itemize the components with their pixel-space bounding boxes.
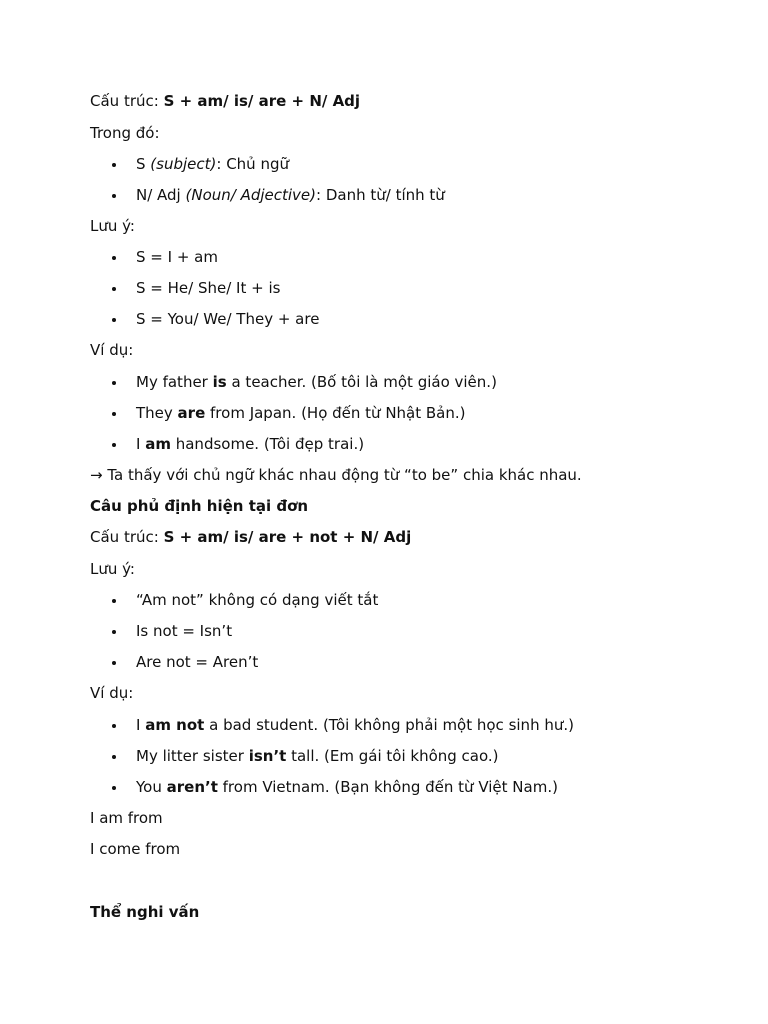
example-text bbox=[136, 403, 466, 423]
example-post: a teacher. (Bố tôi là một giáo viên.) bbox=[226, 373, 497, 391]
section-heading bbox=[90, 902, 199, 922]
example-post: handsome. (Tôi đẹp trai.) bbox=[170, 435, 365, 453]
example-post: from Vietnam. (Bạn không đến từ Việt Nam.) bbox=[217, 778, 558, 796]
bullet-icon bbox=[112, 755, 116, 759]
example-text bbox=[136, 777, 558, 797]
example-label: Ví dụ: bbox=[90, 684, 134, 702]
where-label: Trong đó: bbox=[90, 124, 160, 142]
bullet-icon bbox=[112, 412, 116, 416]
note-label: Lưu ý: bbox=[90, 560, 135, 578]
example-verb: am bbox=[145, 435, 171, 453]
structure-formula: S + am/ is/ are + not + N/ Adj bbox=[163, 528, 412, 546]
bullet-icon bbox=[112, 786, 116, 790]
example-text bbox=[136, 746, 499, 766]
definition-english: (subject) bbox=[150, 155, 217, 173]
note-label: Lưu ý: bbox=[90, 217, 135, 235]
note-text: Are not = Aren’t bbox=[136, 653, 259, 671]
example-pre: My litter sister bbox=[136, 747, 249, 765]
example-verb: am not bbox=[145, 716, 205, 734]
heading-text: Thể nghi vấn bbox=[90, 903, 200, 921]
example-pre: You bbox=[136, 778, 167, 796]
example-verb: is bbox=[212, 373, 227, 391]
example-verb: aren’t bbox=[166, 778, 218, 796]
example-verb: are bbox=[177, 404, 206, 422]
example-pre: My father bbox=[136, 373, 213, 391]
structure-line bbox=[90, 91, 360, 111]
note-text: “Am not” không có dạng viết tắt bbox=[136, 591, 379, 609]
definition-term: S bbox=[136, 155, 151, 173]
structure-label: Cấu trúc: bbox=[90, 528, 164, 546]
definition-text bbox=[136, 154, 289, 174]
bullet-icon bbox=[112, 661, 116, 665]
example-pre: I bbox=[136, 716, 146, 734]
definition-term: N/ Adj bbox=[136, 186, 186, 204]
example-label: Ví dụ: bbox=[90, 341, 134, 359]
bullet-icon bbox=[112, 630, 116, 634]
example-pre: I bbox=[136, 435, 146, 453]
example-verb: isn’t bbox=[248, 747, 287, 765]
note-text: S = You/ We/ They + are bbox=[136, 310, 320, 328]
bullet-icon bbox=[112, 163, 116, 167]
example-text bbox=[136, 434, 364, 454]
heading-text: Câu phủ định hiện tại đơn bbox=[90, 497, 309, 515]
bullet-icon bbox=[112, 318, 116, 322]
example-text bbox=[136, 372, 497, 392]
definition-meaning: : Chủ ngữ bbox=[216, 155, 289, 173]
bullet-icon bbox=[112, 724, 116, 728]
note-text: Is not = Isn’t bbox=[136, 622, 233, 640]
structure-formula: S + am/ is/ are + N/ Adj bbox=[163, 92, 361, 110]
bullet-icon bbox=[112, 194, 116, 198]
example-post: a bad student. (Tôi không phải một học sinh hư.) bbox=[204, 716, 574, 734]
example-pre: They bbox=[136, 404, 178, 422]
bullet-icon bbox=[112, 287, 116, 291]
structure-label: Cấu trúc: bbox=[90, 92, 164, 110]
extra-line: I am from bbox=[90, 809, 163, 827]
note-text: S = He/ She/ It + is bbox=[136, 279, 281, 297]
definition-english: (Noun/ Adjective) bbox=[185, 186, 317, 204]
conclusion-text: → Ta thấy với chủ ngữ khác nhau động từ “to be” chia khác nhau. bbox=[90, 466, 582, 484]
bullet-icon bbox=[112, 381, 116, 385]
definition-text bbox=[136, 185, 445, 205]
bullet-icon bbox=[112, 443, 116, 447]
example-post: from Japan. (Họ đến từ Nhật Bản.) bbox=[205, 404, 466, 422]
bullet-icon bbox=[112, 599, 116, 603]
definition-meaning: : Danh từ/ tính từ bbox=[316, 186, 445, 204]
bullet-icon bbox=[112, 256, 116, 260]
structure-line bbox=[90, 527, 411, 547]
example-text bbox=[136, 715, 574, 735]
section-heading bbox=[90, 496, 308, 516]
example-post: tall. (Em gái tôi không cao.) bbox=[286, 747, 499, 765]
extra-line: I come from bbox=[90, 840, 181, 858]
note-text: S = I + am bbox=[136, 248, 218, 266]
